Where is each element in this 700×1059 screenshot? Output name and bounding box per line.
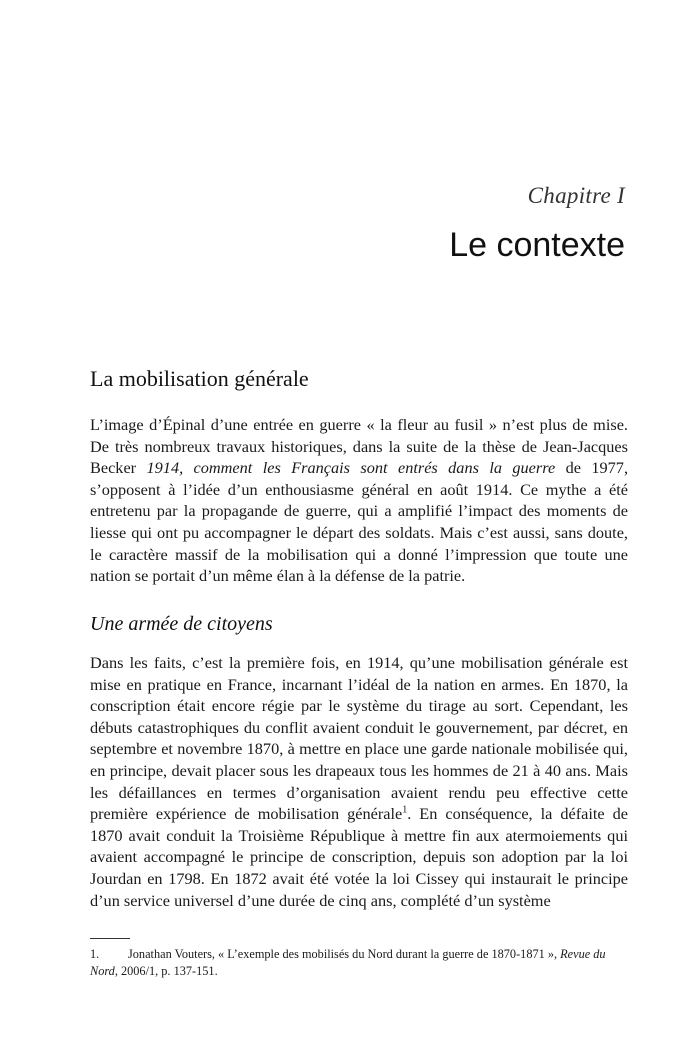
footnote-journal-title: Revue du Nord [90, 947, 606, 978]
paragraph-2-text-start: Dans les faits, c’est la première fois, en 1914, qu’une mobilisation générale est mise en pratique en France, incarnant l’idéal de la nation en armes. En 1870, la conscription était encore régie par le système du tirage au sort. Cependant, les débuts catastrophiques du conflit avaient conduit le gouvernement, par décret, en septembre et novembre 1870, à mettre en place une garde nationale mobilisée qui, en principe, devait placer sous les drapeaux tous les hommes de 21 à 40 ans. Mais les défaillances en termes d’organisation avaient rendu peu effective cette première expérience de mobilisation générale [90, 653, 628, 824]
body-paragraph-2 [90, 652, 628, 911]
footnote-text-end: , 2006/1, p. 137-151. [114, 964, 218, 978]
paragraph-1-text-start: L’image d’Épinal d’une entrée en guerre « la fleur au fusil » n’est plus de mise. De très nombreux travaux historiques, dans la suite de la thèse de Jean-Jacques Becker [90, 415, 628, 478]
footnote [90, 946, 630, 980]
footnote-divider [90, 938, 130, 939]
footnote-number: 1. [90, 947, 100, 961]
paragraph-2-text-end: . En conséquence, la défaite de 1870 avait conduit la Troisième République à mettre fin aux atermoiements qui avaient accompagné le principe de conscription, depuis son adoption par la loi Jourdan en 1798. En 1872 avait été votée la loi Cissey qui instaurait le principe d’un service universel d’une durée de cinq ans, complété d’un système [90, 804, 628, 910]
chapter-label: Chapitre I [527, 183, 625, 208]
subsection-title: Une armée de citoyens [90, 613, 273, 635]
section-title: La mobilisation générale [90, 366, 309, 391]
footnote-text-start: Jonathan Vouters, « L’exemple des mobilisés du Nord durant la guerre de 1870-1871 », [128, 947, 561, 961]
paragraph-1-text-end: de 1977, s’opposent à l’idée d’un enthousiasme général en août 1914. Ce mythe a été entretenu par la propagande de guerre, qui a amplifié l’impact des moments de liesse qui ont pu accompagner le départ des soldats. Mais c’est aussi, sans doute, le caractère massif de la mobilisation qui a donné l’impression que toute une nation se portait d’un même élan à la défense de la patrie. [90, 458, 629, 586]
footnote-reference[interactable]: 1 [402, 804, 408, 816]
chapter-title: Le contexte [449, 226, 625, 264]
book-title-citation: 1914, comment les Français sont entrés dans la guerre [146, 458, 556, 478]
body-paragraph-1 [90, 414, 628, 587]
